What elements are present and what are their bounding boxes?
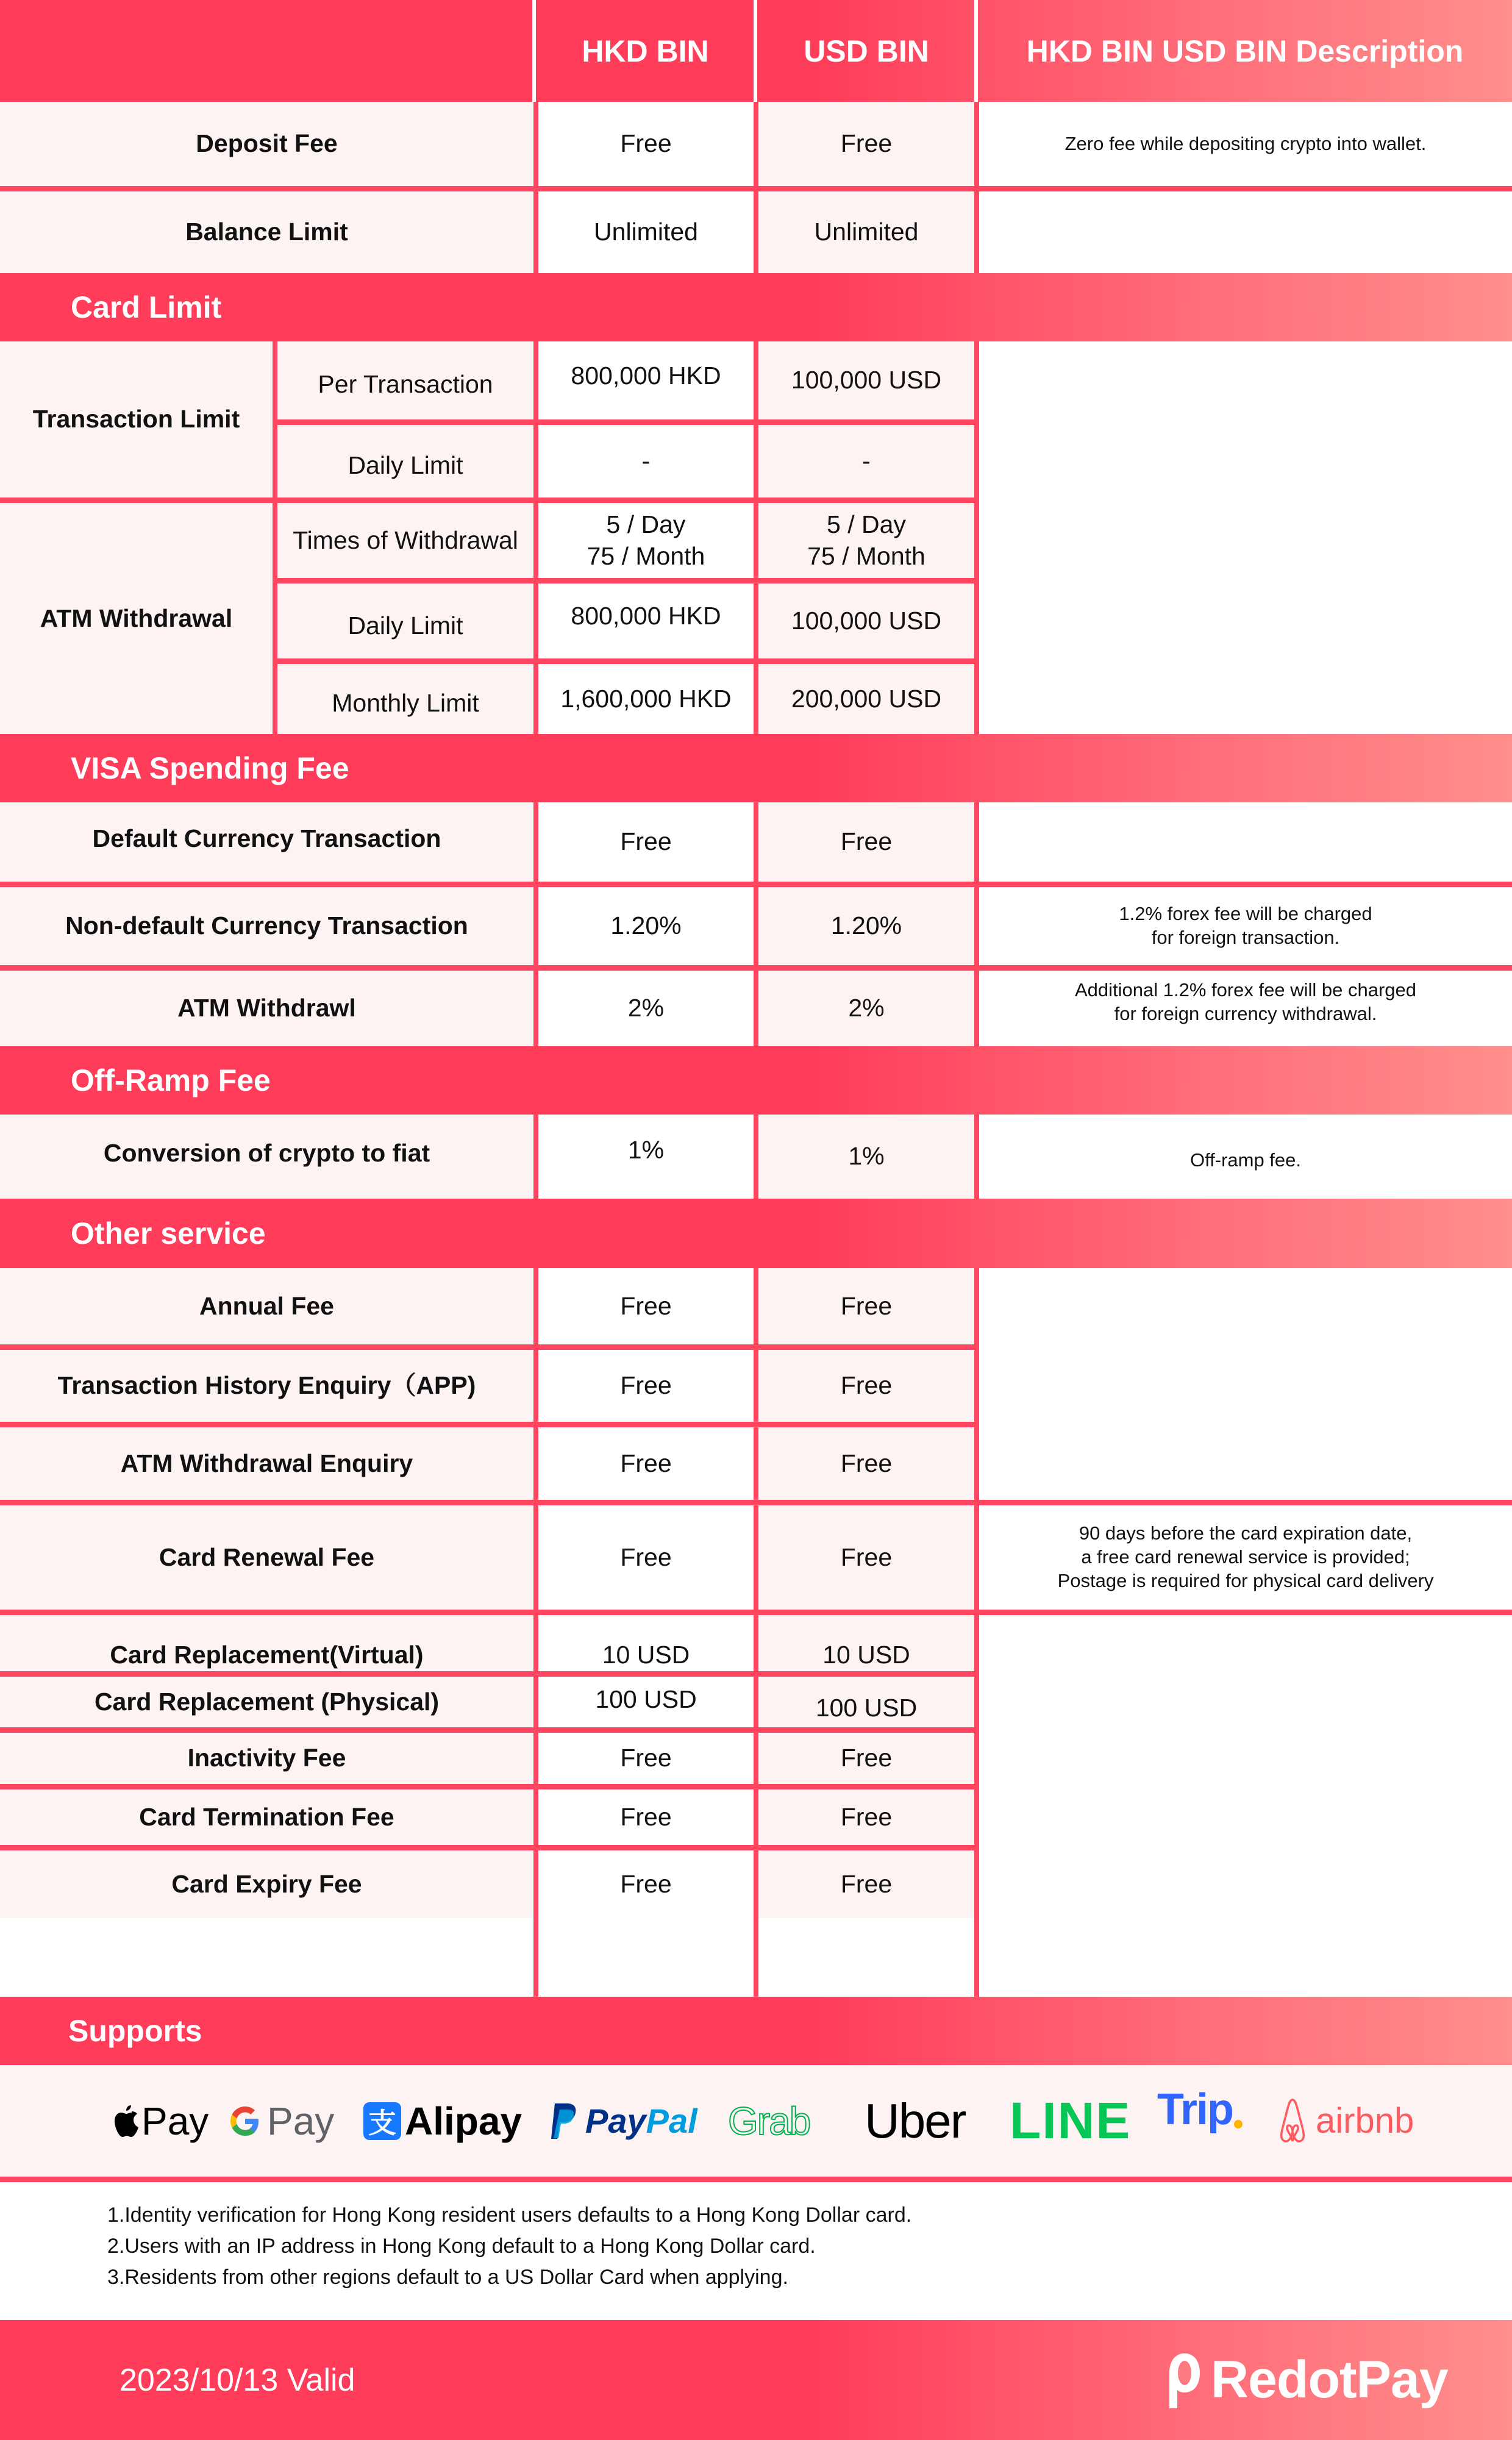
logo-text: LINE (1010, 2092, 1132, 2149)
section-card-limit: Card Limit (0, 273, 1512, 341)
logo-text: Alipay (405, 2099, 522, 2143)
header-divider (754, 0, 757, 102)
row-divider (273, 578, 977, 583)
paypal-icon (549, 2102, 579, 2140)
row-label: Deposit Fee (0, 102, 533, 186)
column-divider (974, 341, 979, 734)
row-divider (273, 419, 977, 425)
row-label: Card Replacement(Virtual) (0, 1615, 533, 1695)
usd-value: Free (758, 1850, 974, 1918)
row-divider (0, 1784, 977, 1789)
note-item: 3.Residents from other regions default to a US Dollar Card when applying. (107, 2266, 788, 2289)
sub-label: Daily Limit (277, 425, 533, 498)
description-empty (979, 341, 1512, 734)
column-divider (273, 341, 277, 734)
section-supports: Supports (0, 1997, 1512, 2065)
row-label: Conversion of crypto to fiat (0, 1115, 533, 1199)
column-divider (974, 102, 979, 273)
footer (0, 2320, 1512, 2440)
hkd-value: 100 USD (538, 1677, 754, 1727)
row-label: Annual Fee (0, 1268, 533, 1344)
hkd-value: Free (538, 1427, 754, 1500)
description: Off-ramp fee. (979, 1115, 1512, 1199)
column-divider (974, 1115, 979, 1199)
valid-date: 2023/10/13 Valid (119, 2362, 355, 2398)
row-label: Card Expiry Fee (0, 1850, 533, 1918)
hkd-value: Free (538, 1789, 754, 1845)
usd-value: Free (758, 102, 974, 186)
sub-label: Times of Withdrawal (277, 503, 533, 578)
hkd-value: Free (538, 1733, 754, 1784)
logo-uber (865, 2065, 965, 2177)
description: Additional 1.2% forex fee will be charged for foreign currency withdrawal. (979, 971, 1512, 1046)
alipay-icon: 支 (363, 2102, 401, 2140)
usd-value: 100,000 USD (758, 583, 974, 658)
column-divider (754, 802, 758, 1046)
hkd-value: 1.20% (538, 887, 754, 965)
group-label-atm-withdrawal: ATM Withdrawal (0, 503, 273, 734)
logo-text: PayPal (585, 2102, 697, 2140)
hkd-value: Free (538, 1350, 754, 1422)
section-visa-spending-fee: VISA Spending Fee (0, 734, 1512, 802)
sub-label: Daily Limit (277, 583, 533, 658)
row-label: ATM Withdrawl (0, 971, 533, 1046)
column-divider (754, 102, 758, 273)
usd-value: Free (758, 1427, 974, 1500)
hkd-value: Free (538, 802, 754, 882)
row-divider (0, 1344, 977, 1350)
row-label: Non-default Currency Transaction (0, 887, 533, 965)
row-label: Card Replacement (Physical) (0, 1677, 533, 1727)
row-divider (0, 1845, 977, 1850)
note-item: 1.Identity verification for Hong Kong resident users defaults to a Hong Kong Dollar card. (107, 2203, 912, 2227)
column-divider (533, 102, 538, 273)
logo-google-pay (229, 2065, 334, 2177)
usd-value: 100 USD (758, 1677, 974, 1727)
usd-value: 10 USD (758, 1615, 974, 1695)
header-hkd-bin: HKD BIN (582, 34, 709, 68)
supported-payments (0, 2065, 1512, 2177)
row-label: ATM Withdrawal Enquiry (0, 1427, 533, 1500)
row-label: Card Renewal Fee (0, 1505, 533, 1610)
row-label: Balance Limit (0, 191, 533, 273)
description: 90 days before the card expiration date, a free card renewal service is provided; Postage is required for physical card delivery (979, 1505, 1512, 1610)
logo-text: Trip (1157, 2085, 1233, 2134)
description-empty (979, 1268, 1512, 1500)
logo-text: Grab (728, 2099, 810, 2143)
row-label: Card Termination Fee (0, 1789, 533, 1845)
hkd-value: Unlimited (538, 191, 754, 273)
logo-paypal (549, 2065, 697, 2177)
redotpay-logo-icon (1164, 2351, 1205, 2410)
row-divider (0, 498, 977, 503)
description: Zero fee while depositing crypto into wallet. (979, 102, 1512, 186)
header-description: HKD BIN USD BIN Description (1026, 34, 1464, 68)
hkd-value: Free (538, 102, 754, 186)
header-divider (974, 0, 978, 102)
column-divider (974, 802, 979, 1046)
logo-apple-pay (113, 2065, 209, 2177)
logo-alipay (363, 2065, 522, 2177)
row-divider (0, 1671, 977, 1677)
hkd-value: Free (538, 1505, 754, 1610)
hkd-value: Free (538, 1268, 754, 1344)
apple-icon (113, 2104, 140, 2138)
header-divider (532, 0, 536, 102)
usd-value: Free (758, 1268, 974, 1344)
column-divider (533, 1268, 538, 1997)
notes (107, 2200, 911, 2293)
hkd-value: 10 USD (538, 1615, 754, 1695)
description (979, 802, 1512, 882)
airbnb-icon (1279, 2097, 1306, 2145)
usd-value: Free (758, 1350, 974, 1422)
column-divider (974, 1268, 979, 1997)
usd-value: 1.20% (758, 887, 974, 965)
row-label: Default Currency Transaction (0, 802, 533, 882)
header-usd-bin: USD BIN (804, 34, 929, 68)
logo-text: Pay (267, 2099, 335, 2143)
hkd-value: 2% (538, 971, 754, 1046)
usd-value: 5 / Day 75 / Month (758, 503, 974, 578)
logo-trip (1157, 2065, 1243, 2177)
usd-value: 100,000 USD (758, 341, 974, 419)
description (979, 191, 1512, 273)
hkd-value: 1,600,000 HKD (538, 664, 754, 734)
usd-value: Free (758, 802, 974, 882)
column-divider (754, 341, 758, 734)
brand-logo (1164, 2320, 1448, 2440)
usd-value: 1% (758, 1115, 974, 1199)
hkd-value: 800,000 HKD (538, 583, 754, 658)
section-off-ramp-fee: Off-Ramp Fee (0, 1046, 1512, 1115)
brand-name: RedotPay (1211, 2350, 1448, 2409)
column-divider (533, 802, 538, 1046)
section-other-service: Other service (0, 1199, 1512, 1268)
row-divider (273, 658, 977, 664)
logo-text: Pay (141, 2099, 209, 2143)
description-empty (979, 1615, 1512, 1997)
column-divider (754, 1268, 758, 1997)
logo-airbnb (1279, 2065, 1414, 2177)
hkd-value: 5 / Day 75 / Month (538, 503, 754, 578)
note-item: 2.Users with an IP address in Hong Kong default to a Hong Kong Dollar card. (107, 2235, 816, 2258)
hkd-value: 800,000 HKD (538, 341, 754, 419)
usd-value: Free (758, 1789, 974, 1845)
sub-label: Per Transaction (277, 341, 533, 419)
column-divider (533, 1115, 538, 1199)
logo-line (1010, 2065, 1131, 2177)
row-label: Transaction History Enquiry（APP) (0, 1350, 533, 1422)
row-label: Inactivity Fee (0, 1733, 533, 1784)
logo-text: Uber (865, 2093, 966, 2148)
google-g-icon (229, 2105, 261, 2137)
column-divider (533, 341, 538, 734)
usd-value: 2% (758, 971, 974, 1046)
usd-value: 200,000 USD (758, 664, 974, 734)
group-label-transaction-limit: Transaction Limit (0, 341, 273, 498)
usd-value: Free (758, 1733, 974, 1784)
usd-value: Free (758, 1505, 974, 1610)
usd-value: - (758, 425, 974, 498)
section-divider (0, 2177, 1512, 2182)
usd-value: Unlimited (758, 191, 974, 273)
hkd-value: 1% (538, 1115, 754, 1199)
hkd-value: - (538, 425, 754, 498)
row-divider (0, 1422, 977, 1427)
column-divider (754, 1115, 758, 1199)
row-divider (0, 1727, 977, 1733)
trip-dot-icon (1234, 2120, 1243, 2128)
description: 1.2% forex fee will be charged for foreign transaction. (979, 887, 1512, 965)
hkd-value: Free (538, 1850, 754, 1918)
logo-grab (728, 2065, 810, 2177)
sub-label: Monthly Limit (277, 664, 533, 734)
logo-text: airbnb (1316, 2101, 1414, 2141)
